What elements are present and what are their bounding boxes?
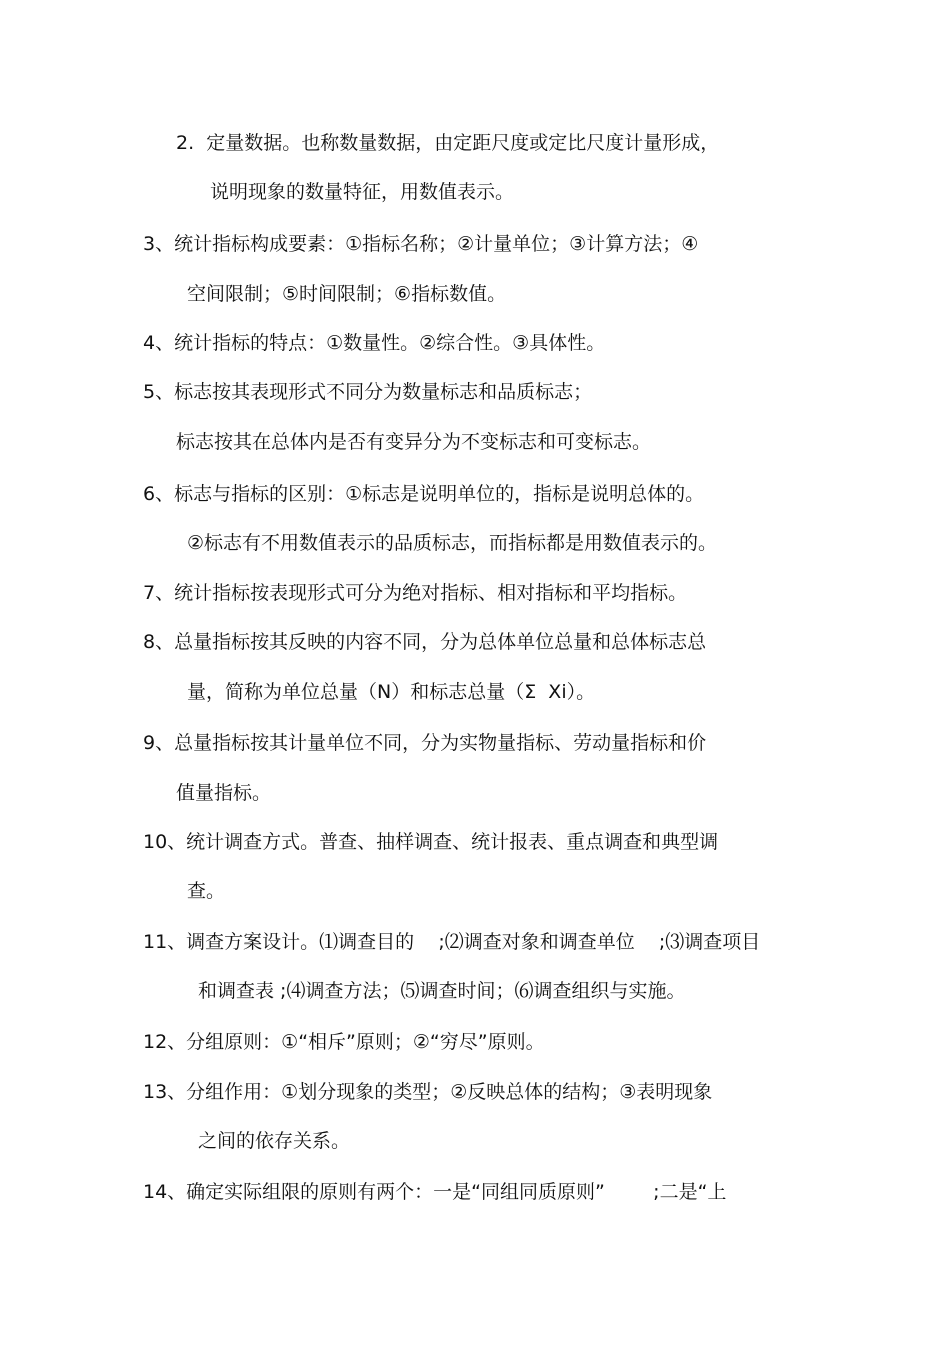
text-line-6: 5、标志按其表现形式不同分为数量标志和品质标志； [143, 381, 593, 403]
text-line-15: 10、统计调查方式。普查、抽样调查、统计报表、重点调查和典型调 [143, 831, 719, 853]
text-line-4: 空间限制；⑤时间限制；⑥指标数值。 [187, 283, 507, 305]
text-line-10: 7、统计指标按表现形式可分为绝对指标、相对指标和平均指标。 [143, 582, 688, 604]
text-line-22: 14、确定实际组限的原则有两个：一是“同组同质原则” ;二是“上 [143, 1181, 727, 1203]
text-line-17: 11、调查方案设计。⑴调查目的 ;⑵调查对象和调查单位 ;⑶调查项目 [143, 931, 761, 953]
text-line-18: 和调查表 ;⑷调查方法；⑸调查时间；⑹调查组织与实施。 [198, 980, 686, 1002]
text-line-12: 量，简称为单位总量（N）和标志总量（Σ Xi）。 [187, 681, 596, 703]
text-line-13: 9、总量指标按其计量单位不同，分为实物量指标、劳动量指标和价 [143, 732, 707, 754]
text-line-21: 之间的依存关系。 [198, 1130, 351, 1152]
text-line-5: 4、统计指标的特点：①数量性。②综合性。③具体性。 [143, 332, 606, 354]
text-line-20: 13、分组作用：①划分现象的类型；②反映总体的结构；③表明现象 [143, 1081, 713, 1103]
text-line-11: 8、总量指标按其反映的内容不同，分为总体单位总量和总体标志总 [143, 631, 707, 653]
text-line-19: 12、分组原则：①“相斥”原则；②“穷尽”原则。 [143, 1031, 545, 1053]
text-line-2: 说明现象的数量特征，用数值表示。 [210, 181, 515, 203]
text-line-8: 6、标志与指标的区别：①标志是说明单位的，指标是说明总体的。 [143, 483, 705, 505]
text-line-1: 2. 定量数据。也称数量数据，由定距尺度或定比尺度计量形成， [176, 132, 720, 154]
text-line-7: 标志按其在总体内是否有变异分为不变标志和可变标志。 [176, 431, 652, 453]
text-line-14: 值量指标。 [176, 782, 272, 804]
text-line-9: ②标志有不用数值表示的品质标志，而指标都是用数值表示的。 [187, 532, 718, 554]
text-line-3: 3、统计指标构成要素：①指标名称；②计量单位；③计算方法；④ [143, 233, 699, 255]
text-line-16: 查。 [187, 880, 226, 902]
